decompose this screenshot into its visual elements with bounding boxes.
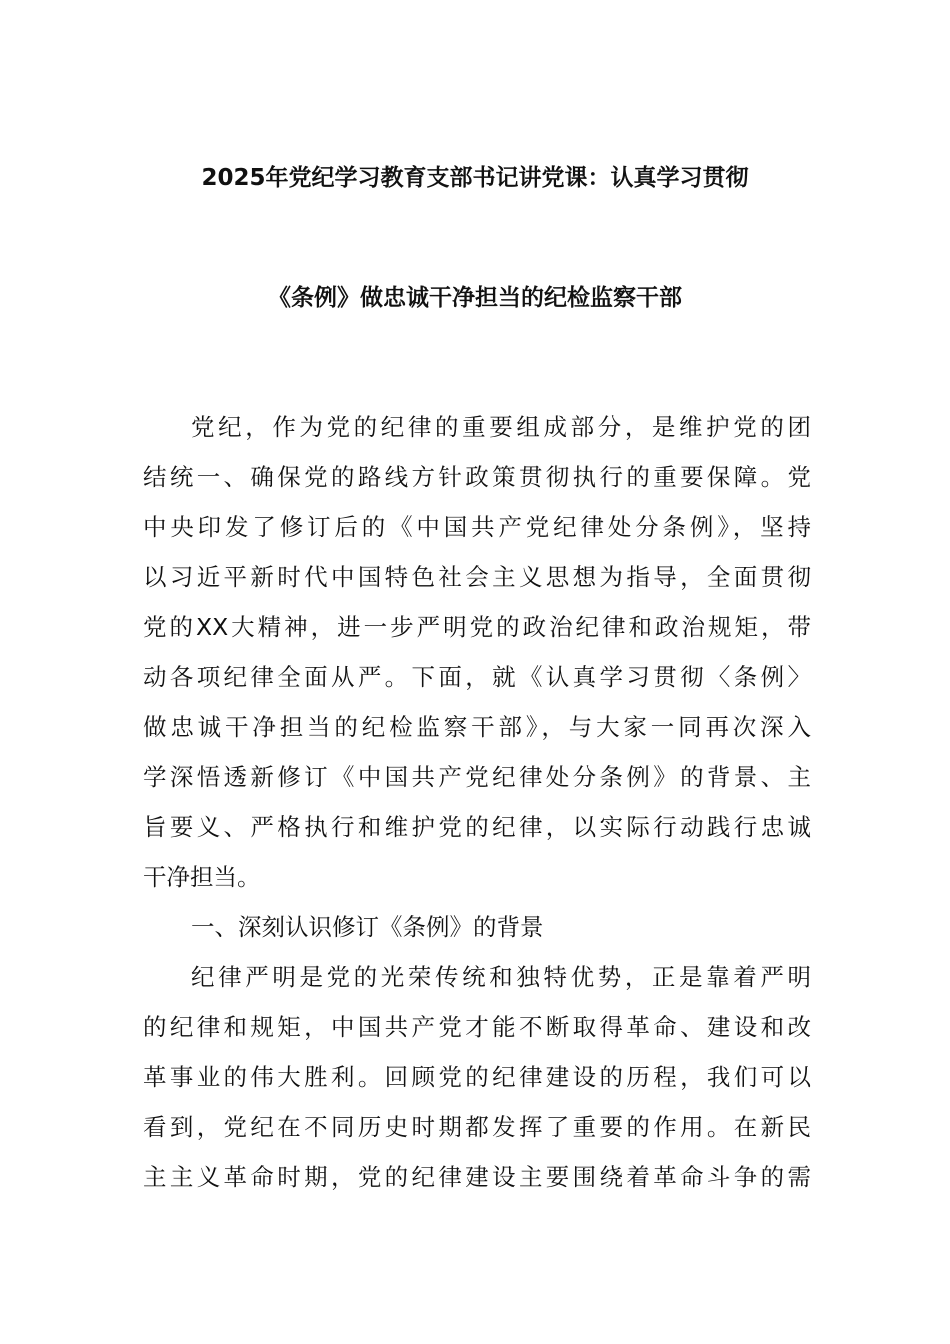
paragraph-1-line-4: 以习近平新时代中国特色社会主义思想为指导，全面贯彻 bbox=[143, 563, 811, 591]
paragraph-1-line-6: 动各项纪律全面从严。下面，就《认真学习贯彻〈条例〉 bbox=[143, 663, 811, 691]
paragraph-1-line-1: 党纪，作为党的纪律的重要组成部分，是维护党的团 bbox=[191, 413, 811, 441]
section-heading-1: 一、深刻认识修订《条例》的背景 bbox=[191, 913, 544, 941]
paragraph-2-line-1: 纪律严明是党的光荣传统和独特优势，正是靠着严明 bbox=[191, 963, 811, 991]
paragraph-1-line-2: 结统一、确保党的路线方针政策贯彻执行的重要保障。党 bbox=[143, 463, 811, 491]
paragraph-1-line-7: 做忠诚干净担当的纪检监察干部》，与大家一同再次深入 bbox=[143, 713, 811, 741]
paragraph-2-line-5: 主主义革命时期，党的纪律建设主要围绕着革命斗争的需 bbox=[143, 1163, 811, 1191]
paragraph-2-line-3: 革事业的伟大胜利。回顾党的纪律建设的历程，我们可以 bbox=[143, 1063, 811, 1091]
paragraph-1-line-9: 旨要义、严格执行和维护党的纪律，以实际行动践行忠诚 bbox=[143, 813, 811, 841]
paragraph-1-line-10: 干净担当。 bbox=[143, 863, 261, 891]
document-body bbox=[143, 402, 811, 1202]
paragraph-1-line-3: 中央印发了修订后的《中国共产党纪律处分条例》，坚持 bbox=[143, 513, 811, 541]
paragraph-1-line-5: 党的XX大精神，进一步严明党的政治纪律和政治规矩，带 bbox=[143, 613, 811, 641]
document-title-line-1: 2025年党纪学习教育支部书记讲党课：认真学习贯彻 bbox=[201, 165, 749, 191]
paragraph-1-line-8: 学深悟透新修订《中国共产党纪律处分条例》的背景、主 bbox=[143, 763, 811, 791]
document-title-line-2: 《条例》做忠诚干净担当的纪检监察干部 bbox=[268, 285, 682, 311]
paragraph-2-line-4: 看到，党纪在不同历史时期都发挥了重要的作用。在新民 bbox=[143, 1113, 811, 1141]
paragraph-2-line-2: 的纪律和规矩，中国共产党才能不断取得革命、建设和改 bbox=[143, 1013, 811, 1041]
